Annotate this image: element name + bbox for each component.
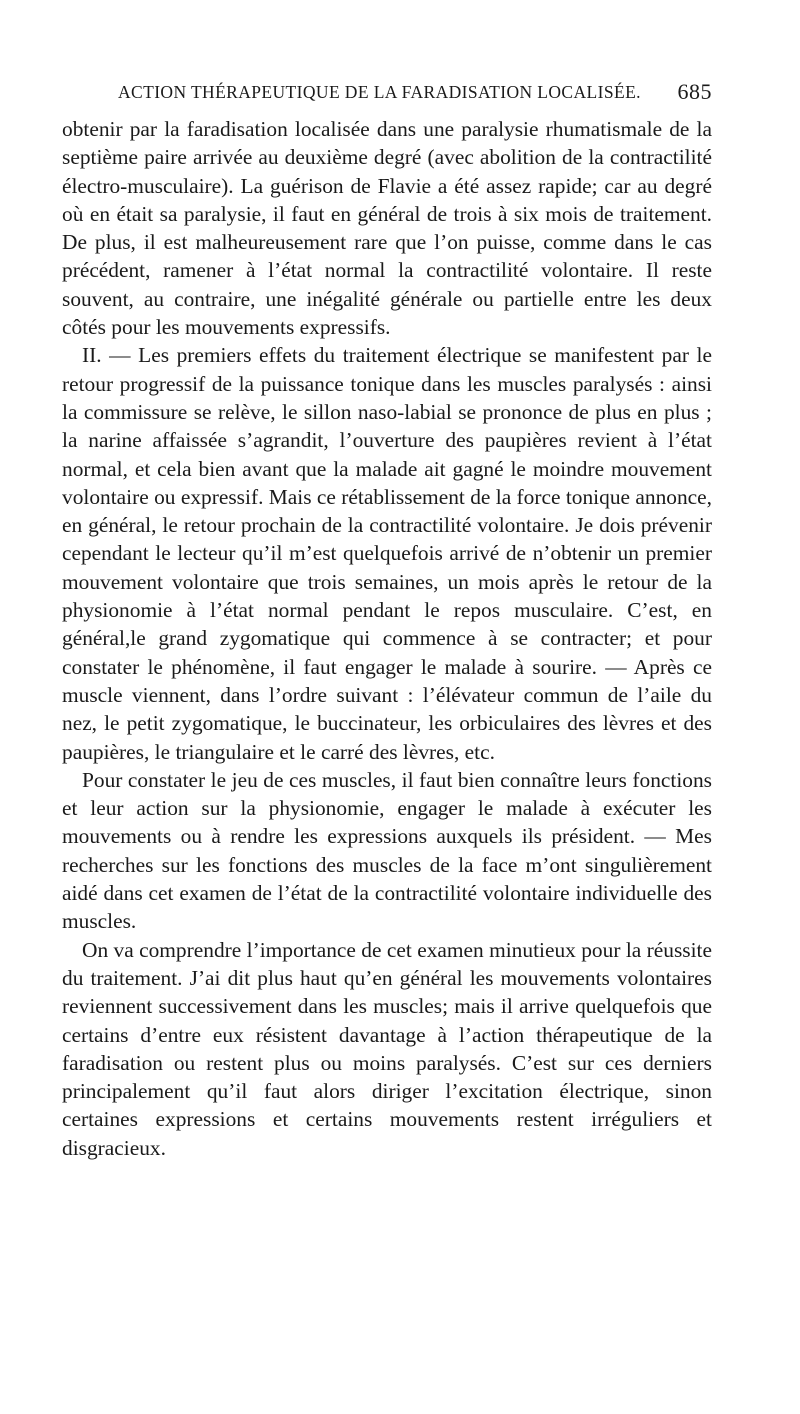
- paragraph-continuation: obtenir par la faradisation localisée dans une paralysie rhumatismale de la septième paire arrivée au deuxième degré (avec abolition de la contractilité électro-musculaire). La guérison de Flavie a été assez rapide; car au degré où en était sa paralysie, il faut en général de trois à six mois de traitement. De plus, il est malheureusement rare que l’on puisse, comme dans le cas précédent, ramener à l’état normal la contractilité volontaire. Il reste souvent, au contraire, une inégalité générale ou partielle entre les deux côtés pour les mouvements expressifs.: [62, 117, 712, 340]
- paragraph-section-ii: II. — Les premiers effets du traitement électrique se manifestent par le retour progressif de la puissance tonique dans les muscles paralysés : ainsi la commissure se relève, le sillon naso-labial se prononce de plus en plus ; la narine affaissée s’agrandit, l’ouverture des paupières revient à l’état normal, et cela bien avant que la malade ait gagné le moindre mouvement volontaire ou expressif. Mais ce rétablissement de la force tonique annonce, en général, le retour prochain de la contractilité volontaire. Je dois prévenir cependant le lecteur qu’il m’est quelquefois arrivé de n’obtenir un premier mouvement volontaire que trois semaines, un mois après le retour de la physionomie à l’état normal pendant le repos musculaire. C’est, en général,le grand zygomatique qui commence à se contracter; et pour constater le phénomène, il faut engager le malade à sourire. — Après ce muscle viennent, dans l’ordre suivant : l’élévateur commun de l’aile du nez, le petit zygomatique, le buccinateur, les orbiculaires des lèvres et des paupières, le triangulaire et le carré des lèvres, etc.: [62, 343, 712, 764]
- page-number: 685: [677, 79, 712, 104]
- paragraph-treatment-importance: On va comprendre l’importance de cet examen minutieux pour la réussite du traitement. J’ai dit plus haut qu’en général les mouvements volontaires reviennent successivement dans les muscles; mais il arrive quelquefois que certains d’entre eux résistent davantage à l’action thérapeutique de la faradisation ou restent plus ou moins paralysés. C’est sur ces derniers principalement qu’il faut alors diriger l’excitation électrique, sinon certaines expressions et certains mouvements restent irréguliers et disgracieux.: [62, 937, 712, 1160]
- paragraph-muscle-examination: Pour constater le jeu de ces muscles, il faut bien connaître leurs fonctions et leur action sur la physionomie, engager le malade à exécuter les mouvements ou à rendre les expressions auxquels ils président. — Mes recherches sur les fonctions des muscles de la face m’ont singulièrement aidé dans cet examen de l’état de la contractilité volontaire individuelle des muscles.: [62, 767, 712, 934]
- running-title: ACTION THÉRAPEUTIQUE DE LA FARADISATION LOCALISÉE.: [118, 82, 641, 102]
- running-head: [118, 79, 712, 110]
- body-text: [62, 115, 712, 1162]
